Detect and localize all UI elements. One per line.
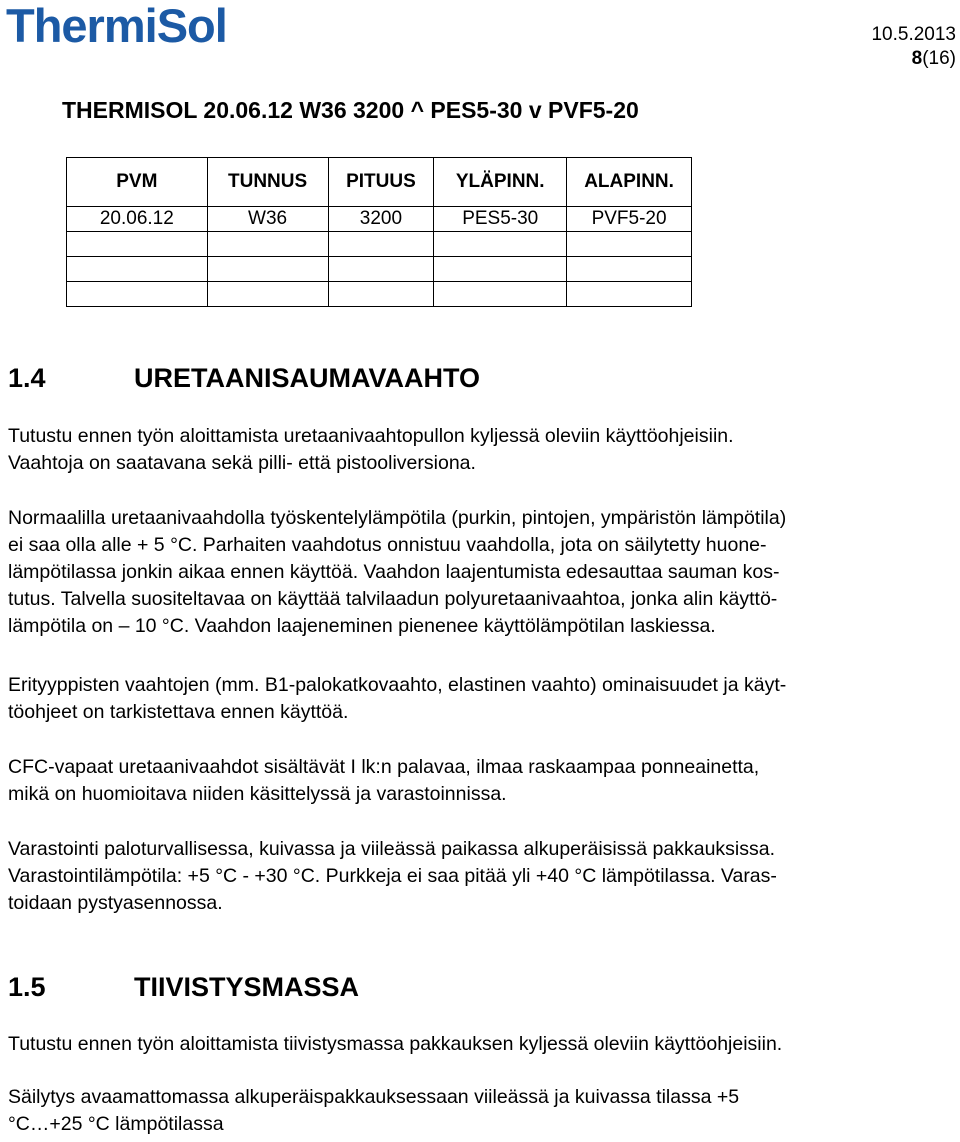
table-cell: W36 — [207, 207, 328, 232]
table-row — [67, 232, 692, 257]
sealant-storage-paragraph — [8, 1084, 956, 1138]
cfc-free-paragraph — [8, 754, 956, 808]
page-number — [912, 48, 956, 70]
sealant-intro-paragraph — [8, 1031, 956, 1058]
working-temperature-paragraph — [8, 505, 956, 640]
table-cell: PES5-30 — [434, 207, 567, 232]
text-line: tutus. Talvella suositeltavaa on käyttää talvilaadun polyuretaanivaahtoa, jonka alin käyttö- — [8, 588, 778, 610]
text-line: toidaan pystyasennossa. — [8, 892, 223, 914]
section-heading-1-4 — [8, 363, 480, 394]
table-cell — [207, 282, 328, 307]
table-cell — [434, 282, 567, 307]
document-date: 10.5.2013 — [871, 24, 956, 45]
table-cell — [434, 257, 567, 282]
text-line: töohjeet on tarkistettava ennen käyttöä. — [8, 701, 349, 723]
text-line: Tutustu ennen työn aloittamista tiivistysmassa pakkauksen kyljessä oleviin käyttöohjeisiin. — [8, 1033, 783, 1055]
table-cell: 3200 — [328, 207, 434, 232]
storage-paragraph — [8, 836, 956, 917]
table-cell — [67, 232, 208, 257]
table-cell — [567, 257, 692, 282]
table-cell — [328, 257, 434, 282]
thermisol-logo: ThermiSol — [6, 0, 227, 52]
section-title: URETAANISAUMAVAAHTO — [134, 363, 480, 393]
page-current: 8 — [911, 48, 923, 69]
text-line: ei saa olla alle + 5 °C. Parhaiten vaahdotus onnistuu vaahdolla, jota on säilytetty huone- — [8, 534, 767, 556]
table-cell — [434, 232, 567, 257]
section-number: 1.5 — [8, 972, 46, 1002]
table-cell — [567, 282, 692, 307]
text-line: lämpötila on – 10 °C. Vaahdon laajeneminen pienenee käyttölämpötilan laskiessa. — [8, 615, 716, 637]
text-line: Varastointi paloturvallisessa, kuivassa ja viileässä paikassa alkuperäisissä pakkauksissa. — [8, 838, 776, 860]
text-line: Säilytys avaamattomassa alkuperäispakkauksessaan viileässä ja kuivassa tilassa +5 — [8, 1086, 740, 1108]
table-cell — [328, 282, 434, 307]
table-cell — [67, 282, 208, 307]
table-row — [67, 282, 692, 307]
intro-paragraph — [8, 423, 956, 477]
table-cell: 20.06.12 — [67, 207, 208, 232]
header-pituus: PITUUS — [328, 158, 434, 207]
page-total: (16) — [922, 48, 956, 69]
header-ylapinn: YLÄPINN. — [434, 158, 567, 207]
spec-table — [66, 157, 692, 307]
text-line: Tutustu ennen työn aloittamista uretaanivaahtopullon kyljessä oleviin käyttöohjeisiin. — [8, 425, 734, 447]
table-cell — [207, 232, 328, 257]
text-line: Vaahtoja on saatavana sekä pilli- että pistooliversiona. — [8, 452, 476, 474]
text-line: °C…+25 °C lämpötilassa — [8, 1113, 224, 1135]
document-title: THERMISOL 20.06.12 W36 3200 ^ PES5-30 v PVF5-20 — [62, 97, 639, 123]
table-cell: PVF5-20 — [567, 207, 692, 232]
text-line: Erityyppisten vaahtojen (mm. B1-palokatkovaahto, elastinen vaahto) ominaisuudet ja käyt- — [8, 674, 787, 696]
table-cell — [328, 232, 434, 257]
text-line: CFC-vapaat uretaanivaahdot sisältävät I lk:n palavaa, ilmaa raskaampaa ponneainetta, — [8, 756, 760, 778]
text-line: mikä on huomioitava niiden käsittelyssä ja varastoinnissa. — [8, 783, 507, 805]
table-row — [67, 257, 692, 282]
table-cell — [207, 257, 328, 282]
text-line: Normaalilla uretaanivaahdolla työskentelylämpötila (purkin, pintojen, ympäristön lämpötila) — [8, 507, 787, 529]
special-foams-paragraph — [8, 672, 956, 726]
header-alapinn: ALAPINN. — [567, 158, 692, 207]
header-tunnus: TUNNUS — [207, 158, 328, 207]
text-line: Varastointilämpötila: +5 °C - +30 °C. Purkkeja ei saa pitää yli +40 °C lämpötilassa. Varas- — [8, 865, 777, 887]
header-pvm: PVM — [67, 158, 208, 207]
section-title: TIIVISTYSMASSA — [134, 972, 360, 1002]
table-cell — [567, 232, 692, 257]
table-row — [67, 207, 692, 232]
section-heading-1-5 — [8, 972, 359, 1003]
table-header-row — [67, 158, 692, 207]
text-line: lämpötilassa jonkin aikaa ennen käyttöä. Vaahdon laajentumista edesauttaa sauman kos- — [8, 561, 780, 583]
section-number: 1.4 — [8, 363, 46, 393]
table-cell — [67, 257, 208, 282]
